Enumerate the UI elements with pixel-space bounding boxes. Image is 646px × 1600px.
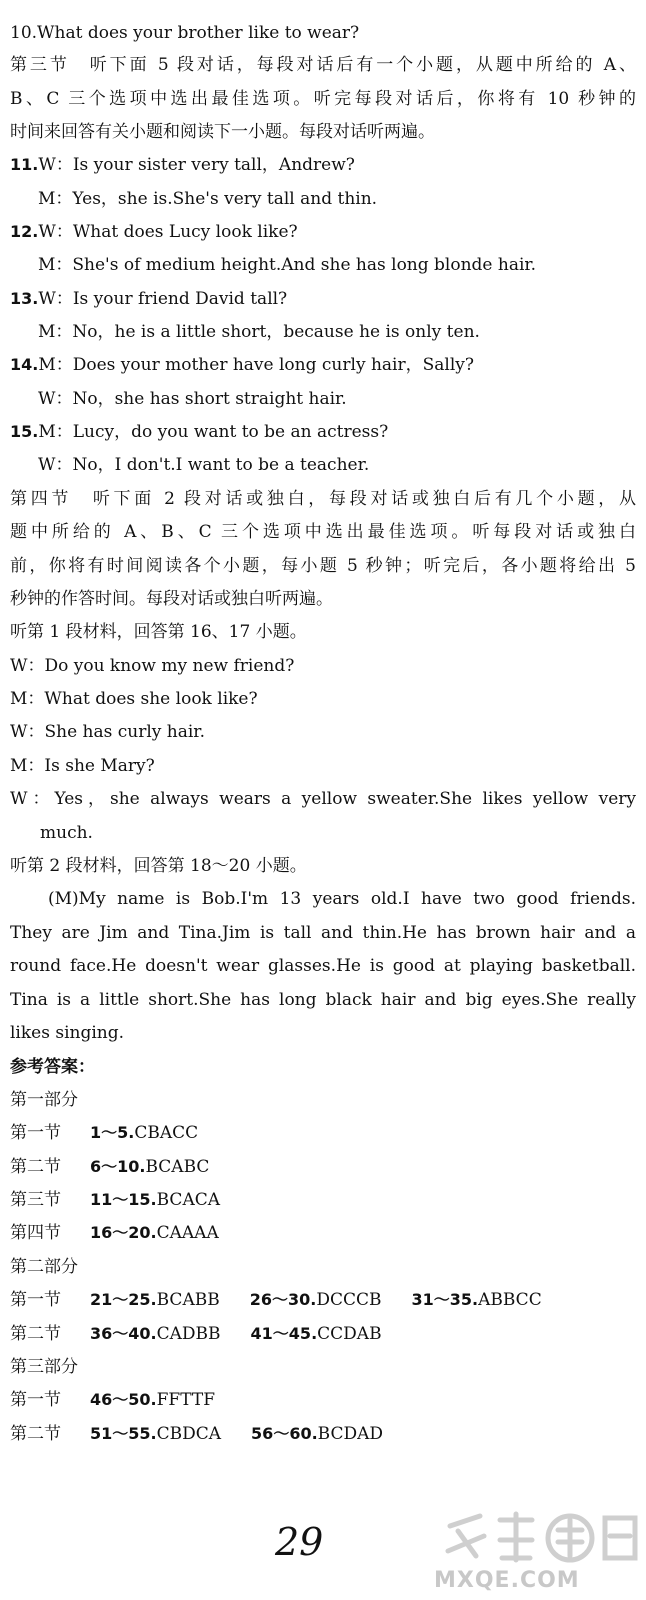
watermark: [430, 1498, 642, 1598]
answer-row-part3-section1: 第一节 46～50.FFTTF: [10, 1390, 216, 1410]
answer-row-part1-section2: 第二节 6～10.BCABC: [10, 1157, 210, 1177]
watermark-url: MXQE.COM: [434, 1568, 580, 1593]
dialogue-13-line-2: M：No，he is a little short，because he is only ten.: [38, 322, 480, 342]
answer-row-part2-section2: 第二节 36～40.CADBB 41～45.CCDAB: [10, 1324, 382, 1344]
answer-row-part2-section1: 第一节 21～25.BCABB 26～30.DCCCB 31～35.ABBCC: [10, 1290, 542, 1310]
material-1-line-1: W：Do you know my new friend?: [10, 656, 295, 676]
monologue-line-5: likes singing.: [10, 1023, 125, 1043]
answer-row-part1-section4: 第四节 16～20.CAAAA: [10, 1223, 219, 1243]
dialogue-14-line-1: 14.M：Does your mother have long curly hair，Sally?: [10, 355, 474, 375]
monologue-line-2: They are Jim and Tina.Jim is tall and thin.He has brown hair and a: [10, 923, 636, 943]
material-1-heading: 听第 1 段材料，回答第 16、17 小题。: [10, 622, 307, 642]
section-4-instruction-line-3: 前，你将有时间阅读各个小题，每小题 5 秒钟；听完后，各小题将给出 5: [10, 556, 636, 576]
answer-row-part1-section3: 第三节 11～15.BCACA: [10, 1190, 221, 1210]
answer-row-part3-section2: 第二节 51～55.CBDCA 56～60.BCDAD: [10, 1424, 384, 1444]
answer-row-part1-section1: 第一节 1～5.CBACC: [10, 1123, 199, 1143]
monologue-line-3: round face.He doesn't wear glasses.He is good at playing basketball.: [10, 956, 636, 976]
dialogue-14-line-2: W：No，she has short straight hair.: [38, 389, 347, 409]
material-1-line-2: M：What does she look like?: [10, 689, 258, 709]
dialogue-12-line-1: 12.W：What does Lucy look like?: [10, 222, 298, 242]
monologue-line-1: (M)My name is Bob.I'm 13 years old.I have two good friends.: [48, 889, 636, 909]
section-4-instruction-line-2: 题中所给的 A、B、C 三个选项中选出最佳选项。听每段对话或独白: [10, 522, 636, 542]
question-number: 15.: [10, 422, 39, 441]
question-number: 12.: [10, 222, 39, 241]
material-1-line-4: M：Is she Mary?: [10, 756, 155, 776]
material-2-heading: 听第 2 段材料，回答第 18～20 小题。: [10, 856, 307, 876]
question-number: 13.: [10, 289, 39, 308]
question-10-line: 10.What does your brother like to wear?: [10, 23, 360, 43]
section-4-instruction-line-1: 第四节 听下面 2 段对话或独白，每段对话或独白后有几个小题，从: [10, 489, 636, 509]
section-4-instruction-line-4: 秒钟的作答时间。每段对话或独白听两遍。: [10, 589, 333, 609]
dialogue-13-line-1: 13.W：Is your friend David tall?: [10, 289, 288, 309]
section-3-instruction-line-1: 第三节 听下面 5 段对话，每段对话后有一个小题，从题中所给的 A、: [10, 55, 636, 75]
dialogue-11-line-2: M：Yes，she is.She's very tall and thin.: [38, 189, 378, 209]
answer-key-heading: 参考答案：: [10, 1057, 95, 1077]
dialogue-15-line-1: 15.M：Lucy，do you want to be an actress?: [10, 422, 389, 442]
dialogue-15-line-2: W：No，I don't.I want to be a teacher.: [38, 455, 370, 475]
dialogue-12-line-2: M：She's of medium height.And she has long blonde hair.: [38, 255, 537, 275]
material-1-line-5: W：Yes，she always wears a yellow sweater.She likes yellow very: [10, 789, 636, 809]
question-number: 11.: [10, 155, 39, 174]
material-1-line-6: much.: [40, 823, 93, 843]
watermark-logo-icon: [440, 1506, 640, 1566]
section-3-instruction-line-3: 时间来回答有关小题和阅读下一小题。每段对话听两遍。: [10, 122, 435, 142]
dialogue-11-line-1: 11.W：Is your sister very tall，Andrew?: [10, 155, 355, 175]
part-2-label: 第二部分: [10, 1257, 78, 1277]
part-3-label: 第三部分: [10, 1357, 78, 1377]
material-1-line-3: W：She has curly hair.: [10, 722, 205, 742]
page-number: 29: [275, 1520, 324, 1564]
part-1-label: 第一部分: [10, 1090, 78, 1110]
section-3-instruction-line-2: B、C 三个选项中选出最佳选项。听完每段对话后，你将有 10 秒钟的: [10, 89, 636, 109]
question-number: 14.: [10, 355, 39, 374]
monologue-line-4: Tina is a little short.She has long black hair and big eyes.She really: [10, 990, 636, 1010]
